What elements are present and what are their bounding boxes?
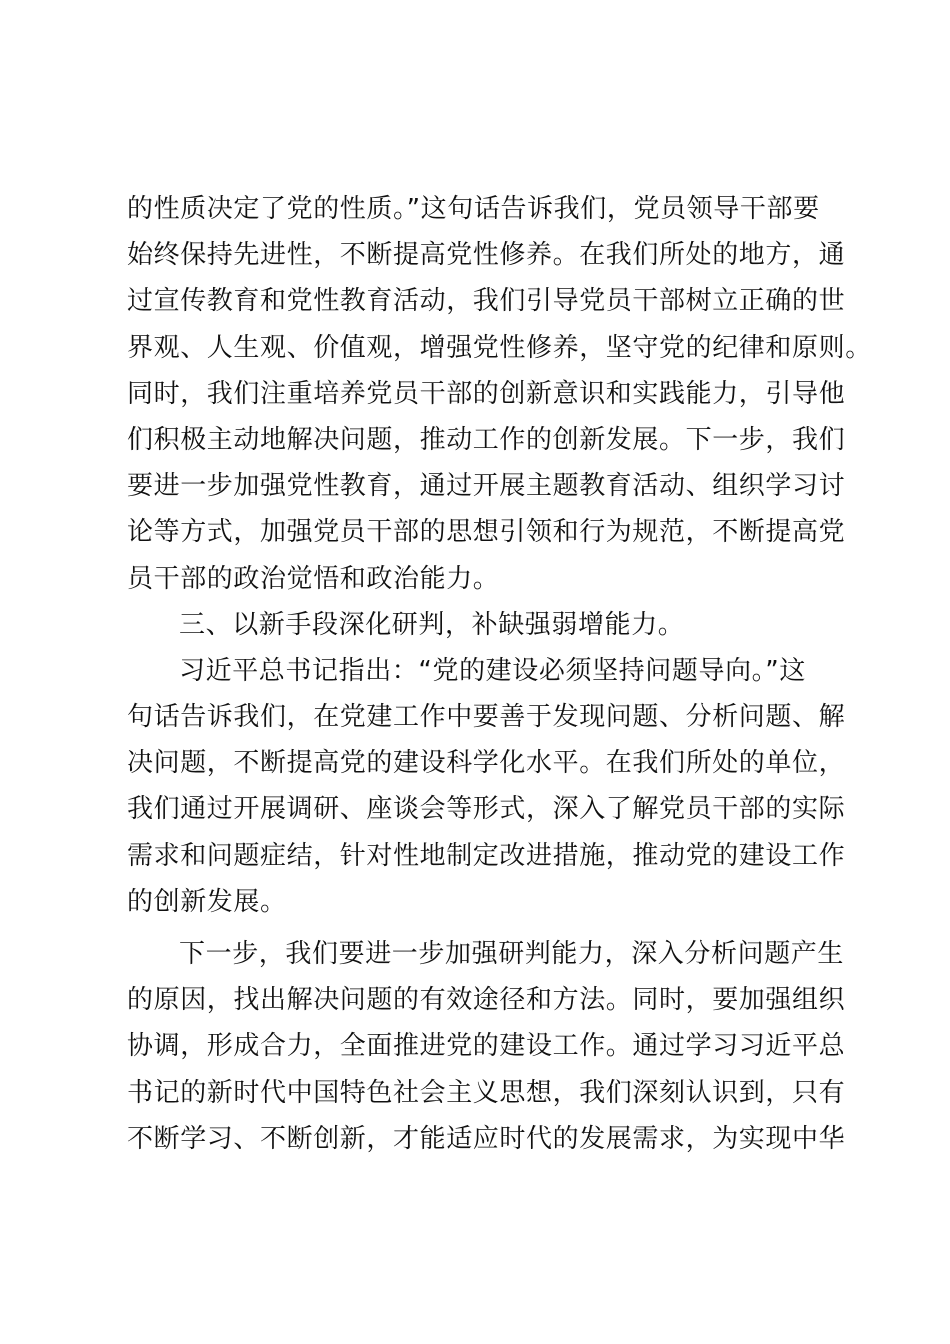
paragraph-line: 界观、人生观、价值观，增强党性修养，坚守党的纪律和原则。 — [127, 332, 872, 363]
paragraph-line: 句话告诉我们，在党建工作中要善于发现问题、分析问题、解 — [127, 702, 846, 733]
paragraph-line: 决问题，不断提高党的建设科学化水平。在我们所处的单位， — [127, 748, 846, 779]
paragraph-line: 同时，我们注重培养党员干部的创新意识和实践能力，引导他 — [127, 378, 846, 409]
paragraph-line: 不断学习、不断创新，才能适应时代的发展需求，为实现中华 — [127, 1123, 846, 1154]
paragraph-line: 过宣传教育和党性教育活动，我们引导党员干部树立正确的世 — [127, 286, 846, 317]
paragraph-line: 们积极主动地解决问题，推动工作的创新发展。下一步，我们 — [127, 424, 846, 455]
paragraph-line: 的创新发展。 — [127, 886, 287, 917]
paragraph-line: 书记的新时代中国特色社会主义思想，我们深刻认识到，只有 — [127, 1077, 846, 1108]
paragraph-line: 协调，形成合力，全面推进党的建设工作。通过学习习近平总 — [127, 1031, 846, 1062]
paragraph-line: 员干部的政治觉悟和政治能力。 — [127, 563, 500, 594]
section-heading: 三、以新手段深化研判，补缺强弱增能力。 — [179, 609, 685, 640]
paragraph-line: 论等方式，加强党员干部的思想引领和行为规范，不断提高党 — [127, 517, 846, 548]
paragraph-line: 的原因，找出解决问题的有效途径和方法。同时，要加强组织 — [127, 985, 846, 1016]
paragraph-line: 的性质决定了党的性质。”这句话告诉我们，党员领导干部要 — [127, 194, 820, 224]
paragraph-line: 习近平总书记指出：“党的建设必须坚持问题导向。”这 — [179, 655, 806, 686]
document-body — [127, 186, 872, 1162]
paragraph-line: 我们通过开展调研、座谈会等形式，深入了解党员干部的实际 — [127, 794, 846, 825]
paragraph-line: 需求和问题症结，针对性地制定改进措施，推动党的建设工作 — [127, 840, 846, 871]
paragraph-line: 始终保持先进性，不断提高党性修养。在我们所处的地方，通 — [127, 240, 846, 271]
paragraph-line: 下一步，我们要进一步加强研判能力，深入分析问题产生 — [179, 939, 845, 969]
paragraph-line: 要进一步加强党性教育，通过开展主题教育活动、组织学习讨 — [127, 471, 846, 502]
